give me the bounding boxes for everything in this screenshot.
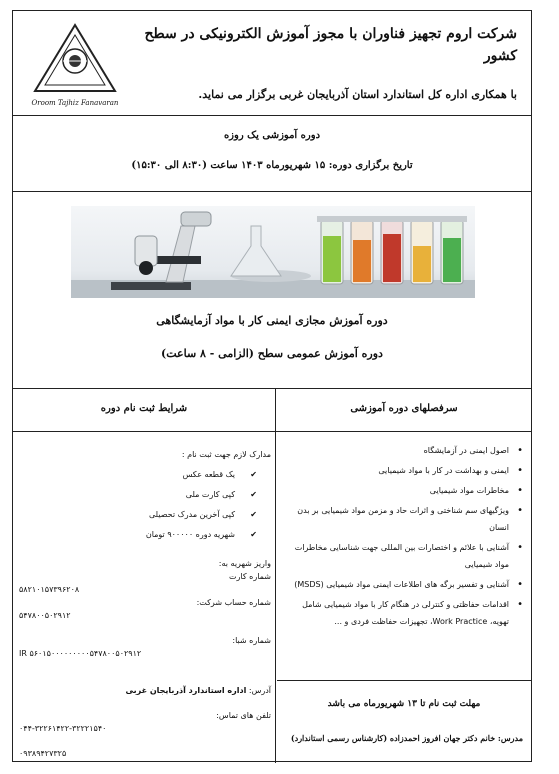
card-number: ۵۸۲۱۰۱۵۷۳۹۶۲۰۸ [19,585,80,594]
course-type: دوره آموزش عمومی سطح (الزامی - ۸ ساعت) [161,347,383,360]
logo-triangle-icon [27,21,123,97]
registration-column [19,448,271,760]
course-info [13,116,531,192]
course-duration-title: دوره آموزشی یک روزه [223,130,321,141]
teacher-name: مدرس: خانم دکتر جهان افروز احمدزاده (کارشناس رسمی استاندارد) [290,733,523,743]
details-body [13,432,531,763]
lab-photo [71,206,475,298]
column-divider [275,389,276,431]
course-banner [13,192,531,389]
topics-heading: سرفصلهای دوره آموزشی [350,403,458,414]
section-headers [13,389,531,432]
list-item: • ایمنی و بهداشت در کار با مواد شیمیایی [285,462,525,479]
sheba-number: IR ۵۶۰۱۵۰۰۰۰۰۰۰۰۰۵۴۷۸۰۰۵۰۲۹۱۲ [19,649,142,658]
address-label: آدرس: [248,686,271,695]
card-label: شماره کارت [228,572,271,581]
phone-number-1: ۰۴۴-۳۲۲۶۱۴۲۲-۳۲۲۲۱۵۴۰ [19,724,107,733]
org-subtitle: با همکاری اداره کل استاندارد استان آذربایجان غربی برگزار می نماید. [198,88,517,101]
docs-list [19,465,271,545]
account-number: ۵۴۷۸۰۰۵۰۲۹۱۲ [19,611,71,620]
footer-box [277,680,531,763]
header [13,11,531,116]
list-item: • مخاطرات مواد شیمیایی [285,482,525,499]
list-item: ✔ شهریه دوره ۹۰۰۰۰۰ تومان [19,525,271,545]
column-divider [275,432,276,763]
course-name: دوره آموزش مجازی ایمنی کار با مواد آزمایشگاهی [156,314,388,327]
registration-heading: شرایط ثبت نام دوره [100,403,188,414]
org-name: شرکت اروم تجهیز فناوران با مجوز آموزش الکترونیکی در سطح کشور [144,26,517,64]
list-item: • آشنایی با علائم و اختصارات بین المللی جهت شناسایی مخاطرات مواد شیمیایی [285,539,525,573]
topics-list [285,442,525,630]
account-label: شماره حساب شرکت: [196,598,271,607]
phones-label: تلفن های تماس: [216,711,271,720]
topics-column [285,442,525,633]
lab-equipment-illustration [71,206,475,298]
list-item: • اقدامات حفاظتی و کنترلی در هنگام کار با مواد شیمیایی شامل تهویه، Work Practice، تجهیزات حفاظت فردی و ... [285,596,525,630]
company-logo [27,21,123,107]
list-item: ✔ کپی آخرین مدرک تحصیلی [19,505,271,525]
phone-number-2: ۰۹۳۸۹۴۲۷۳۲۵ [19,749,67,758]
docs-label: مدارک لازم جهت ثبت نام : [181,450,271,459]
course-date: تاریخ برگزاری دوره: ۱۵ شهریورماه ۱۴۰۳ ساعت (۸:۳۰ الی ۱۵:۳۰) [131,160,413,171]
sheba-label: شماره شبا: [232,636,271,645]
list-item: ✔ یک قطعه عکس [19,465,271,485]
flyer-sheet [12,10,532,762]
list-item: • اصول ایمنی در آزمایشگاه [285,442,525,459]
address-line [19,684,271,697]
logo-caption: Oroom Tajhiz Fanavaran [31,99,119,107]
address-value: اداره استاندارد آذربایجان غربی [125,686,247,695]
payment-label: واریز شهریه به: [218,559,271,568]
list-item: • آشنایی و تفسیر برگه های اطلاعات ایمنی مواد شیمیایی (MSDS) [285,576,525,593]
registration-deadline: مهلت ثبت نام تا ۱۳ شهریورماه می باشد [327,699,481,709]
list-item: • ویژگیهای سم شناختی و اثرات حاد و مزمن مواد شیمیایی بر بدن انسان [285,502,525,536]
list-item: ✔ کپی کارت ملی [19,485,271,505]
header-text [127,23,517,105]
